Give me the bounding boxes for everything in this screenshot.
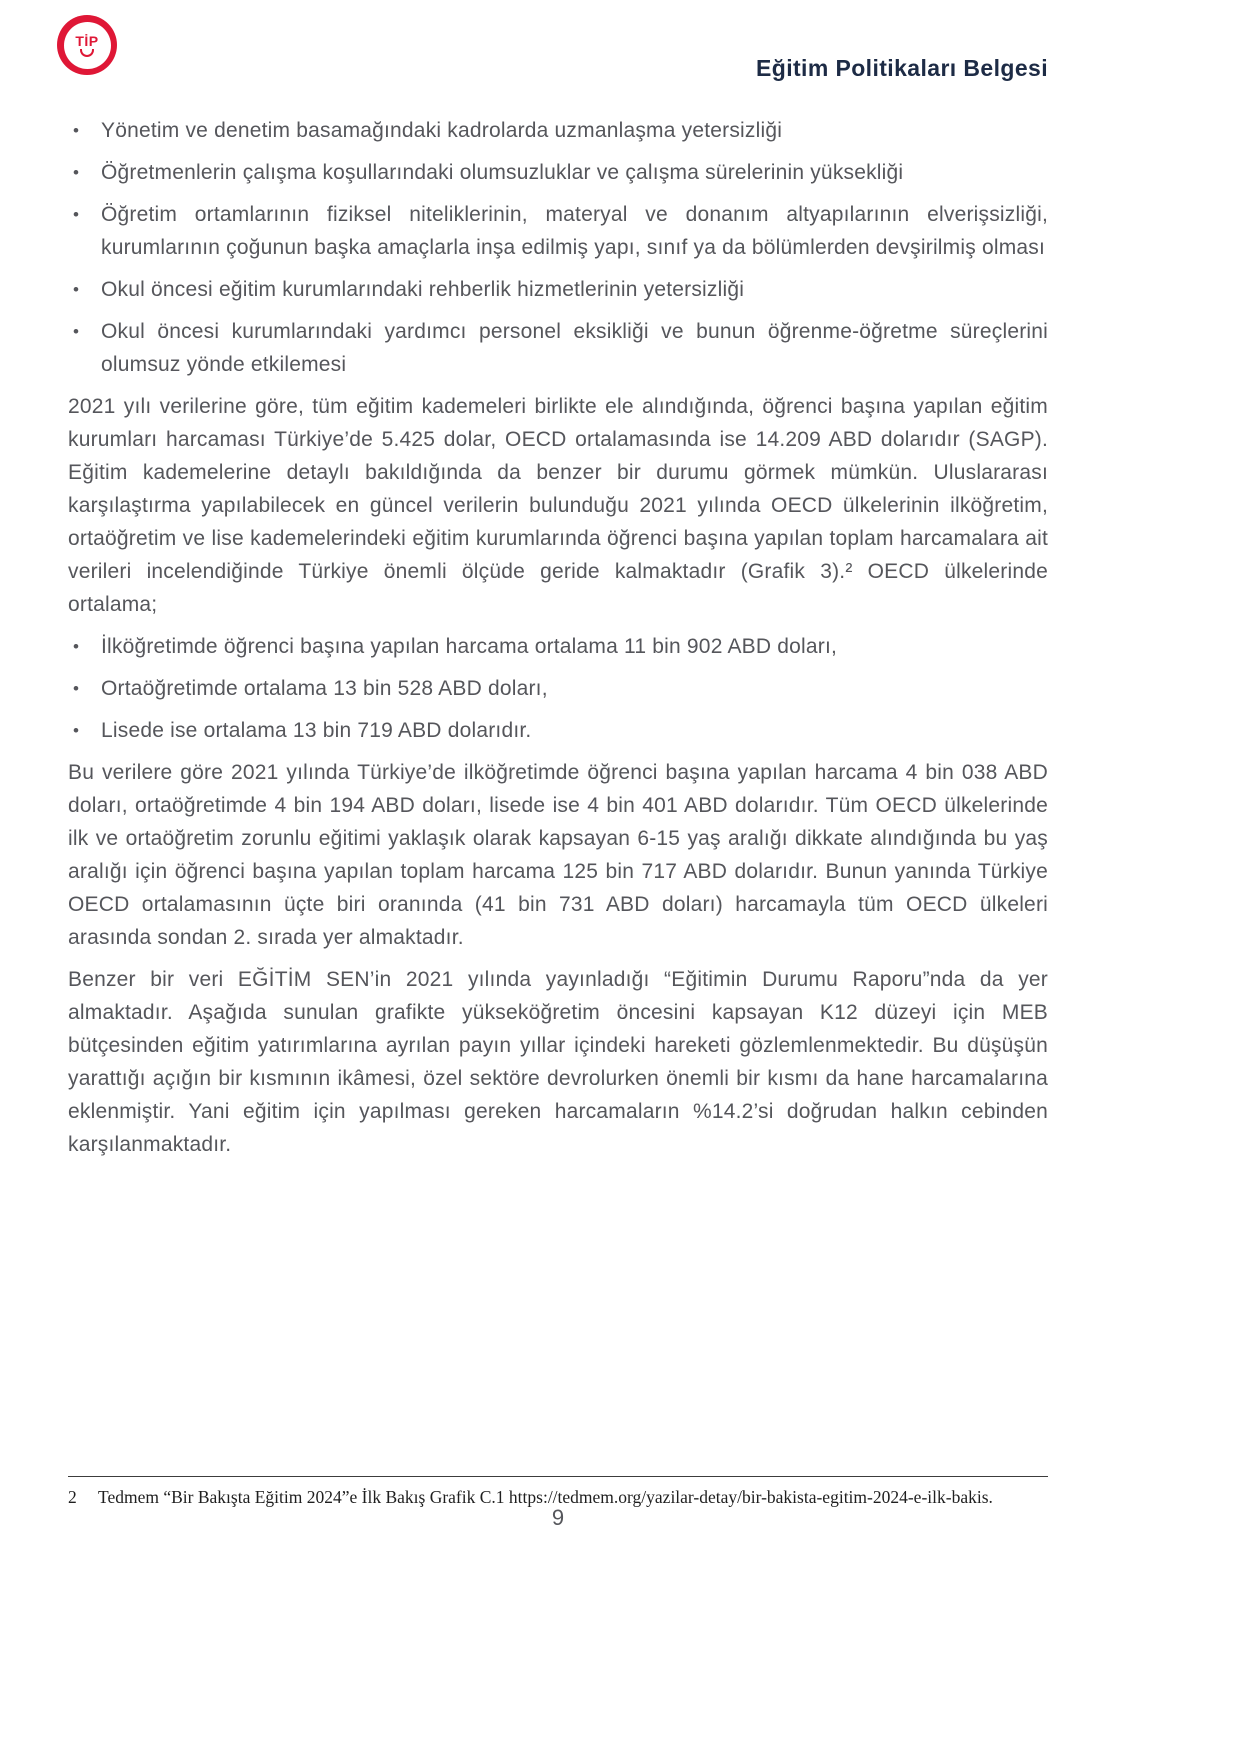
list-item (68, 114, 1048, 147)
list-item (68, 198, 1048, 264)
page-number: 9 (551, 1505, 565, 1530)
tip-logo (57, 15, 117, 75)
tip-logo-emblem (57, 15, 117, 75)
footnote-divider (68, 1476, 1048, 1477)
footnote-citation: Tedmem “Bir Bakışta Eğitim 2024”e İlk Bakış Grafik C.1 https://tedmem.org/yazilar-detay/bir-bakista-egitim-2024-e-ilk-bakis. (98, 1487, 993, 1507)
body-paragraph: 2021 yılı verilerine göre, tüm eğitim kademeleri birlikte ele alındığında, öğrenci başına yapılan eğitim kurumları harcaması Türkiye’de 5.425 dolar, OECD ortalamasında ise 14.209 ABD dolarıdır (SAGP). Eğitim kademelerine detaylı bakıldığında da benzer bir durumu görmek mümkün. Uluslararası karşılaştırma yapılabilecek en güncel verilerin bulunduğu 2021 yılında OECD ülkelerinin ilköğretim, ortaöğretim ve lise kademelerindeki eğitim kurumlarında öğrenci başına yapılan toplam harcamalara ait verileri incelendiğinde Türkiye önemli ölçüde geride kalmaktadır (Grafik 3).² OECD ülkelerinde ortalama; (68, 395, 1048, 616)
oecd-average-bullet-list (68, 630, 1048, 747)
list-item (68, 315, 1048, 381)
bullet-icon: • (73, 322, 80, 341)
list-item (68, 156, 1048, 189)
list-item-text: Okul öncesi kurumlarındaki yardımcı personel eksikliği ve bunun öğrenme-öğretme süreçlerini olumsuz yönde etkilemesi (101, 320, 1048, 376)
list-item-text: Yönetim ve denetim basamağındaki kadrolarda uzmanlaşma yetersizliği (101, 119, 783, 142)
list-item-text: Öğretim ortamlarının fiziksel niteliklerinin, materyal ve donanım altyapılarının elverişsizliği, kurumlarının çoğunun başka amaçlarla inşa edilmiş yapı, sınıf ya da bölümlerden devşirilmiş olması (101, 203, 1048, 259)
bullet-icon: • (73, 679, 80, 698)
bullet-icon: • (73, 637, 80, 656)
list-item-text: Okul öncesi eğitim kurumlarındaki rehberlik hizmetlerinin yetersizliği (101, 278, 745, 301)
issues-bullet-list (68, 114, 1048, 381)
page-content (68, 114, 1048, 1170)
list-item (68, 672, 1048, 705)
list-item-text: İlköğretimde öğrenci başına yapılan harcama ortalama 11 bin 902 ABD doları, (101, 635, 838, 658)
body-paragraph: Bu verilere göre 2021 yılında Türkiye’de ilköğretimde öğrenci başına yapılan harcama 4 bin 038 ABD doları, ortaöğretimde 4 bin 194 ABD doları, lisede ise 4 bin 401 ABD dolarıdır. Tüm OECD ülkelerinde ilk ve ortaöğretim zorunlu eğitimi yaklaşık olarak kapsayan 6-15 yaş aralığı dikkate alındığında bu yaş aralığı için öğrenci başına yapılan toplam harcama 125 bin 717 ABD dolarıdır. Bunun yanında Türkiye OECD ortalamasının üçte biri oranında (41 bin 731 ABD doları) harcamayla tüm OECD ülkeleri arasında sondan 2. sırada yer almaktadır. (68, 761, 1048, 949)
list-item (68, 630, 1048, 663)
list-item (68, 714, 1048, 747)
logo-gear-icon (80, 49, 94, 57)
list-item-text: Öğretmenlerin çalışma koşullarındaki olumsuzluklar ve çalışma sürelerinin yüksekliği (101, 161, 904, 184)
bullet-icon: • (73, 121, 80, 140)
footnote-number: 2 (68, 1487, 77, 1507)
bullet-icon: • (73, 280, 80, 299)
body-paragraph: Benzer bir veri EĞİTİM SEN’in 2021 yılında yayınladığı “Eğitimin Durumu Raporu”nda da yer almaktadır. Aşağıda sunulan grafikte yükseköğretim öncesini kapsayan K12 düzeyi için MEB bütçesinden eğitim yatırımlarına ayrılan payın yıllar içindeki hareketi gözlemlenmektedir. Bu düşüşün yarattığı açığın bir kısmının ikâmesi, özel sektöre devrolurken önemli bir kısmı da hane harcamalarına eklenmiştir. Yani eğitim için yapılması gereken harcamaların %14.2’si doğrudan halkın cebinden karşılanmaktadır. (68, 968, 1048, 1156)
document-title: Eğitim Politikaları Belgesi (756, 55, 1048, 81)
bullet-icon: • (73, 163, 80, 182)
list-item-text: Lisede ise ortalama 13 bin 719 ABD dolarıdır. (101, 719, 532, 742)
tip-logo-text: TİP (75, 32, 99, 49)
list-item-text: Ortaöğretimde ortalama 13 bin 528 ABD doları, (101, 677, 548, 700)
bullet-icon: • (73, 721, 80, 740)
list-item (68, 273, 1048, 306)
tip-logo-inner (64, 22, 111, 69)
bullet-icon: • (73, 205, 80, 224)
